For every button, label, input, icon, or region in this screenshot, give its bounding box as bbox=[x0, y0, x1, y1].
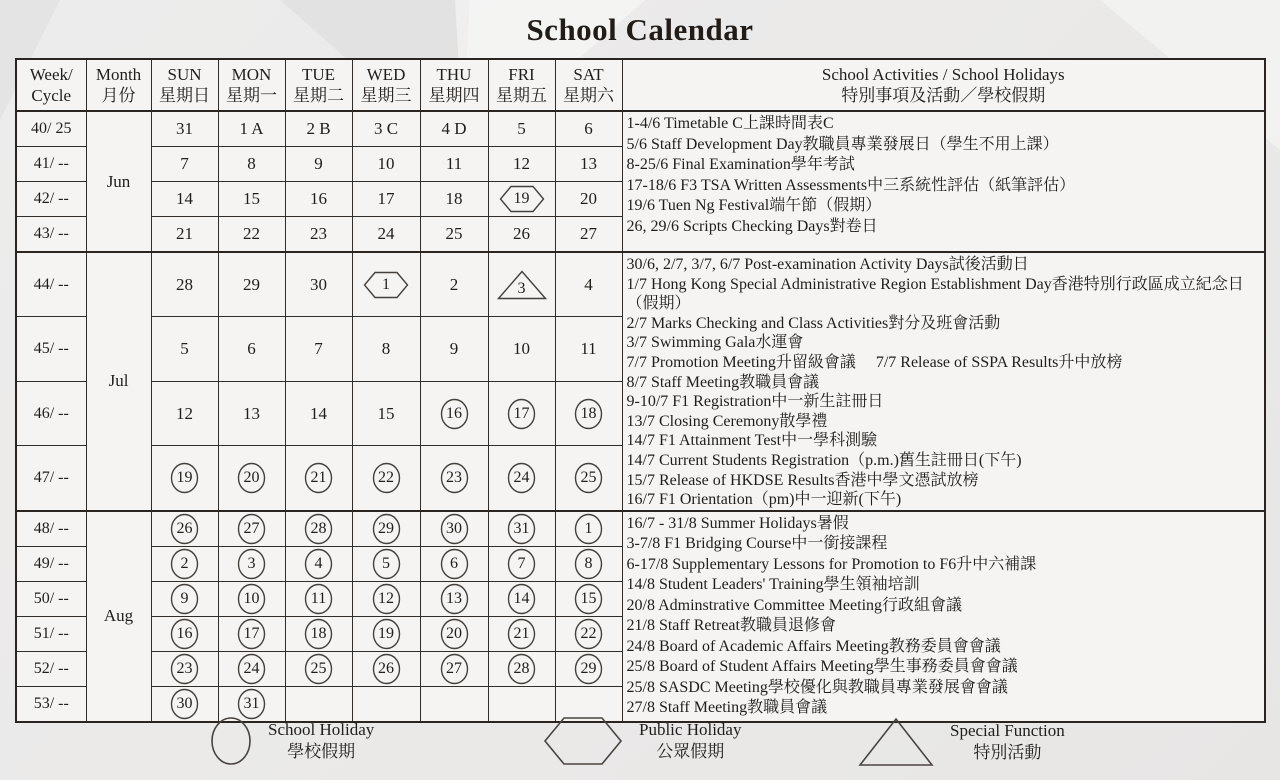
activity-line: 2/7 Marks Checking and Class Activities對分及班會活動 bbox=[626, 314, 1001, 332]
day-marker-circle bbox=[574, 618, 603, 650]
day-number: 29 bbox=[378, 519, 394, 537]
activity-line: 16/7 - 31/8 Summer Holidays暑假 bbox=[626, 514, 849, 532]
public-holiday-hexagon-icon bbox=[543, 716, 623, 766]
activity-line: 14/7 F1 Attainment Test中一學科測驗 bbox=[626, 432, 878, 450]
day-marker-circle bbox=[372, 653, 401, 685]
day-number: 27 bbox=[446, 659, 462, 677]
day-number: 17 bbox=[243, 624, 260, 642]
day-number: 1 bbox=[584, 519, 593, 537]
day-cell bbox=[488, 381, 555, 445]
day-cell bbox=[488, 182, 555, 217]
day-marker-circle bbox=[372, 462, 401, 494]
day-number: 19 bbox=[513, 190, 530, 207]
day-cell bbox=[285, 581, 352, 616]
day-cell: 23 bbox=[285, 217, 352, 253]
day-cell bbox=[218, 511, 285, 547]
day-cell bbox=[151, 546, 218, 581]
day-cell: 4 bbox=[555, 252, 622, 317]
activity-line: 25/8 Board of Student Affairs Meeting學生事務委員會會議 bbox=[626, 658, 1018, 676]
day-number: 30 bbox=[446, 519, 462, 537]
day-cell bbox=[218, 581, 285, 616]
day-cell bbox=[151, 581, 218, 616]
activity-line: 1/7 Hong Kong Special Administrative Region Establishment Day香港特別行政區成立紀念日（假期） bbox=[626, 275, 1244, 313]
day-cell: 7 bbox=[151, 147, 218, 182]
day-marker-circle bbox=[440, 618, 469, 650]
day-number: 2 bbox=[180, 554, 189, 572]
day-cell bbox=[151, 446, 218, 511]
month-label: Jul bbox=[86, 252, 151, 511]
day-marker-circle bbox=[372, 583, 401, 615]
day-cell bbox=[488, 546, 555, 581]
day-marker-circle bbox=[237, 583, 266, 615]
day-cell bbox=[488, 616, 555, 651]
column-header-tue: TUE 星期二 bbox=[285, 59, 352, 111]
day-cell: 15 bbox=[352, 381, 420, 445]
day-cell bbox=[420, 381, 488, 445]
day-marker-circle bbox=[574, 548, 603, 580]
week-cycle-label: 53/ -- bbox=[16, 686, 86, 722]
day-marker-circle bbox=[440, 513, 469, 545]
day-number: 27 bbox=[243, 519, 260, 537]
day-number: 8 bbox=[584, 554, 593, 572]
day-cell bbox=[218, 651, 285, 686]
day-cell bbox=[151, 651, 218, 686]
day-number: 20 bbox=[446, 624, 462, 642]
day-number: 3 bbox=[247, 554, 256, 572]
legend-label-en: Public Holiday bbox=[639, 720, 742, 739]
week-cycle-label: 43/ -- bbox=[16, 217, 86, 253]
special-function-triangle-icon bbox=[858, 716, 934, 768]
day-number: 18 bbox=[310, 624, 327, 642]
day-cell: 12 bbox=[488, 147, 555, 182]
day-cell bbox=[488, 581, 555, 616]
day-marker-circle bbox=[372, 618, 401, 650]
week-cycle-label: 46/ -- bbox=[16, 381, 86, 445]
day-cell: 3 C bbox=[352, 111, 420, 147]
activities-cell bbox=[622, 111, 1265, 252]
legend-label-en: Special Function bbox=[950, 721, 1065, 740]
legend-label-zh: 特別活動 bbox=[973, 743, 1042, 762]
day-marker-circle bbox=[304, 653, 333, 685]
day-number: 21 bbox=[310, 468, 327, 486]
day-number: 13 bbox=[446, 589, 462, 607]
day-cell bbox=[352, 446, 420, 511]
calendar-table bbox=[15, 58, 1266, 723]
column-header-activities: School Activities / School Holidays 特別事項及活動／學校假期 bbox=[622, 59, 1265, 111]
day-cell bbox=[555, 446, 622, 511]
day-marker-circle bbox=[507, 548, 536, 580]
activity-line: 9-10/7 F1 Registration中一新生註冊日 bbox=[626, 393, 884, 411]
day-number: 6 bbox=[450, 554, 458, 572]
day-cell: 22 bbox=[218, 217, 285, 253]
week-cycle-label: 48/ -- bbox=[16, 511, 86, 547]
day-number: 23 bbox=[176, 659, 193, 677]
school-holiday-circle-icon bbox=[210, 716, 252, 766]
legend-item-school-holiday bbox=[210, 716, 374, 766]
day-marker-circle bbox=[372, 548, 401, 580]
activity-line: 3-7/8 F1 Bridging Course中一銜接課程 bbox=[626, 535, 888, 553]
week-cycle-label: 50/ -- bbox=[16, 581, 86, 616]
day-number: 7 bbox=[517, 554, 526, 572]
day-cell bbox=[218, 616, 285, 651]
week-cycle-label: 49/ -- bbox=[16, 546, 86, 581]
day-cell bbox=[218, 546, 285, 581]
legend-label-en: School Holiday bbox=[268, 720, 375, 739]
day-cell: 17 bbox=[352, 182, 420, 217]
day-cell: 27 bbox=[555, 217, 622, 253]
day-number: 16 bbox=[446, 404, 462, 422]
page-title: School Calendar bbox=[526, 12, 754, 47]
day-marker-circle bbox=[237, 462, 266, 494]
day-cell: 24 bbox=[352, 217, 420, 253]
activity-line: 3/7 Swimming Gala水運會 bbox=[626, 334, 804, 352]
day-cell: 11 bbox=[555, 317, 622, 381]
day-marker-circle bbox=[574, 513, 603, 545]
day-marker-circle bbox=[170, 653, 199, 685]
day-number: 24 bbox=[513, 468, 530, 486]
day-cell bbox=[488, 511, 555, 547]
day-cell bbox=[555, 381, 622, 445]
day-marker-circle bbox=[507, 398, 536, 430]
day-cell: 10 bbox=[352, 147, 420, 182]
column-header-mon: MON 星期一 bbox=[218, 59, 285, 111]
day-cell: 31 bbox=[151, 111, 218, 147]
day-cell bbox=[555, 651, 622, 686]
day-marker-tri bbox=[497, 270, 547, 300]
day-cell: 21 bbox=[151, 217, 218, 253]
day-number: 31 bbox=[513, 519, 530, 537]
day-cell bbox=[488, 446, 555, 511]
activity-line: 14/8 Student Leaders' Training學生領袖培訓 bbox=[626, 576, 920, 594]
day-marker-circle bbox=[440, 462, 469, 494]
activity-line: 15/7 Release of HKDSE Results香港中學文憑試放榜 bbox=[626, 471, 979, 489]
day-marker-circle bbox=[304, 618, 333, 650]
activity-line: 8/7 Staff Meeting教職員會議 bbox=[626, 373, 820, 391]
calendar-week-row bbox=[16, 511, 1265, 547]
day-number: 22 bbox=[580, 624, 597, 642]
legend-label-zh: 學校假期 bbox=[287, 742, 356, 761]
legend-label-zh: 公眾假期 bbox=[656, 742, 725, 761]
day-marker-circle bbox=[507, 653, 536, 685]
day-cell bbox=[151, 616, 218, 651]
day-cell: 10 bbox=[488, 317, 555, 381]
day-cell bbox=[555, 616, 622, 651]
activities-cell bbox=[622, 511, 1265, 722]
day-number: 26 bbox=[378, 659, 394, 677]
day-cell: 8 bbox=[352, 317, 420, 381]
day-number: 22 bbox=[378, 468, 394, 486]
day-number: 11 bbox=[310, 589, 327, 607]
day-cell: 29 bbox=[218, 252, 285, 317]
day-cell: 6 bbox=[218, 317, 285, 381]
day-cell: 7 bbox=[285, 317, 352, 381]
activity-line: 1-4/6 Timetable C上課時間表C bbox=[626, 115, 834, 132]
day-number: 18 bbox=[580, 404, 597, 422]
column-header-wed: WED 星期三 bbox=[352, 59, 420, 111]
day-cell bbox=[352, 546, 420, 581]
activity-line: 6-17/8 Supplementary Lessons for Promotion to F6升中六補課 bbox=[626, 555, 1037, 573]
day-marker-circle bbox=[304, 583, 333, 615]
day-marker-circle bbox=[372, 513, 401, 545]
day-cell: 11 bbox=[420, 147, 488, 182]
day-number: 17 bbox=[513, 404, 530, 422]
day-cell: 5 bbox=[488, 111, 555, 147]
calendar-week-row bbox=[16, 252, 1265, 317]
day-marker-circle bbox=[440, 398, 469, 430]
calendar-header-row bbox=[16, 59, 1265, 111]
day-number: 23 bbox=[446, 468, 462, 486]
day-cell bbox=[285, 616, 352, 651]
day-number: 25 bbox=[580, 468, 597, 486]
day-cell bbox=[420, 651, 488, 686]
day-number: 28 bbox=[310, 519, 327, 537]
day-number: 20 bbox=[243, 468, 260, 486]
day-cell bbox=[420, 616, 488, 651]
day-cell bbox=[285, 511, 352, 547]
day-marker-circle bbox=[170, 462, 199, 494]
day-cell bbox=[420, 511, 488, 547]
day-marker-hex bbox=[499, 185, 545, 213]
day-marker-circle bbox=[507, 462, 536, 494]
day-cell: 2 B bbox=[285, 111, 352, 147]
day-number: 26 bbox=[176, 519, 193, 537]
day-number: 19 bbox=[176, 468, 193, 486]
day-cell: 8 bbox=[218, 147, 285, 182]
activity-line: 21/8 Staff Retreat教職員退修會 bbox=[626, 617, 836, 635]
day-marker-circle bbox=[574, 398, 603, 430]
day-cell: 16 bbox=[285, 182, 352, 217]
week-cycle-label: 40/ 25 bbox=[16, 111, 86, 147]
day-marker-circle bbox=[574, 653, 603, 685]
legend-item-special-function bbox=[858, 716, 1065, 768]
day-cell bbox=[488, 252, 555, 317]
day-cell: 14 bbox=[151, 182, 218, 217]
day-cell bbox=[285, 546, 352, 581]
day-cell: 6 bbox=[555, 111, 622, 147]
day-marker-circle bbox=[170, 513, 199, 545]
day-cell bbox=[420, 546, 488, 581]
day-cell: 13 bbox=[555, 147, 622, 182]
activity-line: 17-18/6 F3 TSA Written Assessments中三系統性評估（紙筆評估） bbox=[626, 176, 1076, 194]
column-header-sun: SUN 星期日 bbox=[151, 59, 218, 111]
day-marker-circle bbox=[237, 653, 266, 685]
calendar-week-row bbox=[16, 111, 1265, 147]
week-cycle-label: 41/ -- bbox=[16, 147, 86, 182]
day-marker-circle bbox=[507, 583, 536, 615]
day-number: 30 bbox=[176, 694, 193, 712]
day-number: 16 bbox=[176, 624, 193, 642]
day-number: 14 bbox=[513, 589, 530, 607]
day-marker-circle bbox=[304, 513, 333, 545]
day-number: 5 bbox=[382, 554, 390, 572]
day-cell: 15 bbox=[218, 182, 285, 217]
day-number: 31 bbox=[243, 694, 260, 712]
day-cell bbox=[352, 581, 420, 616]
day-cell bbox=[151, 511, 218, 547]
day-marker-circle bbox=[574, 462, 603, 494]
day-marker-hex bbox=[363, 271, 409, 299]
activity-line: 7/7 Promotion Meeting升留級會議 7/7 Release of SSPA Results升中放榜 bbox=[626, 353, 1123, 371]
column-header-thu: THU 星期四 bbox=[420, 59, 488, 111]
day-cell: 20 bbox=[555, 182, 622, 217]
day-marker-circle bbox=[237, 548, 266, 580]
day-number: 21 bbox=[513, 624, 530, 642]
day-marker-circle bbox=[237, 618, 266, 650]
column-header-sat: SAT 星期六 bbox=[555, 59, 622, 111]
day-number: 19 bbox=[378, 624, 394, 642]
activity-line: 30/6, 2/7, 3/7, 6/7 Post-examination Activity Days試後活動日 bbox=[626, 256, 1029, 273]
activities-cell bbox=[622, 252, 1265, 511]
day-cell: 2 bbox=[420, 252, 488, 317]
day-cell bbox=[420, 581, 488, 616]
day-cell: 30 bbox=[285, 252, 352, 317]
day-number: 25 bbox=[310, 659, 327, 677]
day-marker-circle bbox=[507, 513, 536, 545]
day-marker-circle bbox=[440, 653, 469, 685]
activity-line: 14/7 Current Students Registration（p.m.)舊生註冊日(下午) bbox=[626, 451, 1022, 469]
week-cycle-label: 42/ -- bbox=[16, 182, 86, 217]
activity-line: 5/6 Staff Development Day教職員專業發展日（學生不用上課） bbox=[626, 135, 1059, 153]
legend bbox=[0, 714, 1280, 776]
day-cell: 13 bbox=[218, 381, 285, 445]
day-cell bbox=[488, 651, 555, 686]
day-cell bbox=[420, 446, 488, 511]
day-cell: 1 A bbox=[218, 111, 285, 147]
day-cell bbox=[555, 546, 622, 581]
activity-line: 25/8 SASDC Meeting學校優化與教職員專業發展會會議 bbox=[626, 678, 1008, 696]
day-number: 4 bbox=[314, 554, 323, 572]
day-marker-circle bbox=[440, 583, 469, 615]
day-number: 10 bbox=[243, 589, 260, 607]
column-header-fri: FRI 星期五 bbox=[488, 59, 555, 111]
day-cell bbox=[285, 651, 352, 686]
week-cycle-label: 44/ -- bbox=[16, 252, 86, 317]
day-cell: 12 bbox=[151, 381, 218, 445]
day-marker-circle bbox=[170, 548, 199, 580]
day-cell: 14 bbox=[285, 381, 352, 445]
activity-line: 24/8 Board of Academic Affairs Meeting教務委員會會議 bbox=[626, 637, 1001, 655]
day-cell bbox=[352, 252, 420, 317]
day-marker-circle bbox=[304, 462, 333, 494]
day-cell: 5 bbox=[151, 317, 218, 381]
activity-line: 19/6 Tuen Ng Festival端午節（假期） bbox=[626, 197, 882, 214]
column-header-week-cycle: Week/ Cycle bbox=[16, 59, 86, 111]
day-cell bbox=[352, 651, 420, 686]
month-label: Aug bbox=[86, 511, 151, 722]
activity-line: 26, 29/6 Scripts Checking Days對卷日 bbox=[626, 217, 878, 235]
day-cell bbox=[352, 511, 420, 547]
day-cell: 18 bbox=[420, 182, 488, 217]
week-cycle-label: 51/ -- bbox=[16, 616, 86, 651]
month-label: Jun bbox=[86, 111, 151, 252]
day-marker-circle bbox=[507, 618, 536, 650]
week-cycle-label: 52/ -- bbox=[16, 651, 86, 686]
day-number: 9 bbox=[180, 589, 189, 607]
day-cell bbox=[285, 446, 352, 511]
day-cell bbox=[352, 616, 420, 651]
day-number: 24 bbox=[243, 659, 260, 677]
day-cell: 25 bbox=[420, 217, 488, 253]
day-marker-circle bbox=[170, 618, 199, 650]
activity-line: 27/8 Staff Meeting教職員會議 bbox=[626, 699, 828, 717]
week-cycle-label: 47/ -- bbox=[16, 446, 86, 511]
day-cell: 9 bbox=[285, 147, 352, 182]
day-cell: 26 bbox=[488, 217, 555, 253]
day-marker-circle bbox=[304, 548, 333, 580]
day-number: 29 bbox=[580, 659, 597, 677]
activity-line: 20/8 Adminstrative Committee Meeting行政組會議 bbox=[626, 596, 963, 614]
day-number: 3 bbox=[517, 280, 526, 298]
day-marker-circle bbox=[170, 583, 199, 615]
day-cell bbox=[555, 581, 622, 616]
day-number: 28 bbox=[513, 659, 530, 677]
day-marker-circle bbox=[440, 548, 469, 580]
day-cell: 4 D bbox=[420, 111, 488, 147]
activity-line: 16/7 F1 Orientation（pm)中一迎新(下午) bbox=[626, 491, 902, 509]
day-marker-circle bbox=[574, 583, 603, 615]
day-number: 12 bbox=[378, 589, 394, 607]
legend-item-public-holiday bbox=[543, 716, 741, 766]
day-number: 1 bbox=[382, 275, 390, 293]
week-cycle-label: 45/ -- bbox=[16, 317, 86, 381]
day-marker-circle bbox=[237, 513, 266, 545]
column-header-month: Month 月份 bbox=[86, 59, 151, 111]
day-cell bbox=[555, 511, 622, 547]
day-cell bbox=[218, 446, 285, 511]
day-number: 15 bbox=[580, 589, 597, 607]
activity-line: 13/7 Closing Ceremony散學禮 bbox=[626, 412, 828, 430]
day-cell: 9 bbox=[420, 317, 488, 381]
day-cell: 28 bbox=[151, 252, 218, 317]
activity-line: 8-25/6 Final Examination學年考試 bbox=[626, 156, 855, 173]
